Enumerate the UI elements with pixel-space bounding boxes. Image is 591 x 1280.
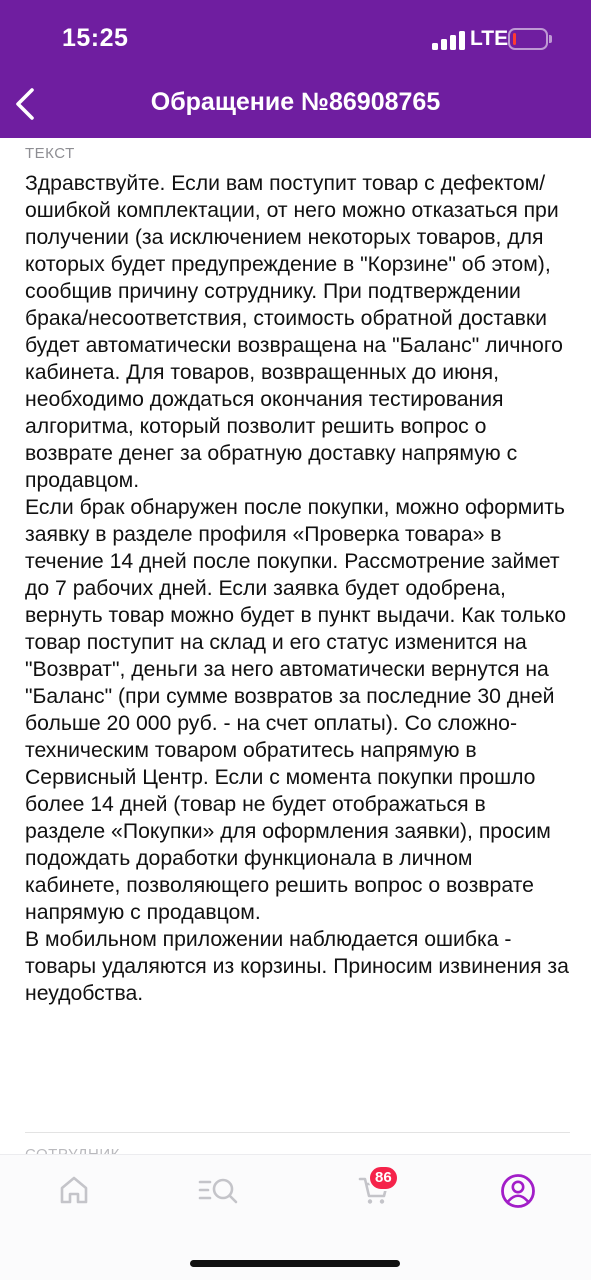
signal-icon (432, 30, 466, 50)
message-body (25, 170, 570, 1007)
cart-badge: 86 (368, 1165, 399, 1191)
message-paragraph: Если брак обнаружен после покупки, можно оформить заявку в разделе профиля «Проверка товара» в течение 14 дней после покупки. Рассмотрение займет до 7 рабочих дней. Если заявка будет одобрена, вернуть товар можно будет в пункт выдачи. Как только товар поступит на склад и его статус изменится на "Возврат", деньги за него автоматически вернутся на "Баланс" (при сумме возвратов за последние 30 дней больше 20 000 руб. - на счет оплаты). Со сложно-техническим товаром обратитесь напрямую в Сервисный Центр. Если с момента покупки прошло более 14 дней (товар не будет отображаться в разделе «Покупки» для оформления заявки), просим подождать доработки функционала в личном кабинете, позволяющего решить вопрос о возврате напрямую с продавцом. (25, 496, 567, 924)
tab-cart[interactable] (344, 1169, 404, 1223)
catalog-search-icon (197, 1173, 241, 1207)
network-type: LTE (470, 27, 509, 50)
battery-icon (508, 28, 548, 50)
status-time: 15:25 (62, 24, 129, 52)
app-header (0, 0, 591, 138)
message-paragraph: В мобильном приложении наблюдается ошибка - товары удаляются из корзины. Приносим извинения за неудобства. (25, 928, 569, 1005)
message-paragraph: Здравствуйте. Если вам поступит товар с дефектом/ошибкой комплектации, от него можно отказаться при получении (за исключением некоторых товаров, для которых будет предупреждение в "Корзине" об этом), сообщив причину сотруднику. При подтверждении брака/несоответствия, стоимость обратной доставки будет автоматически возвращена на "Баланс" личного кабинета. Для товаров, возвращенных до июня, необходимо дождаться окончания тестирования алгоритма, который позволит решить вопрос о возврате денег за обратную доставку напрямую с продавцом. (25, 172, 563, 492)
page-title: Обращение №86908765 (150, 88, 441, 116)
section-label-employee (25, 1146, 120, 1154)
profile-icon (500, 1173, 536, 1209)
section-label-text: ТЕКСТ (25, 145, 75, 162)
home-indicator (190, 1260, 400, 1267)
tab-catalog[interactable] (189, 1173, 249, 1223)
tab-profile[interactable] (488, 1173, 548, 1223)
section-divider (25, 1132, 570, 1133)
home-icon (57, 1173, 91, 1207)
tab-home[interactable] (44, 1173, 104, 1223)
